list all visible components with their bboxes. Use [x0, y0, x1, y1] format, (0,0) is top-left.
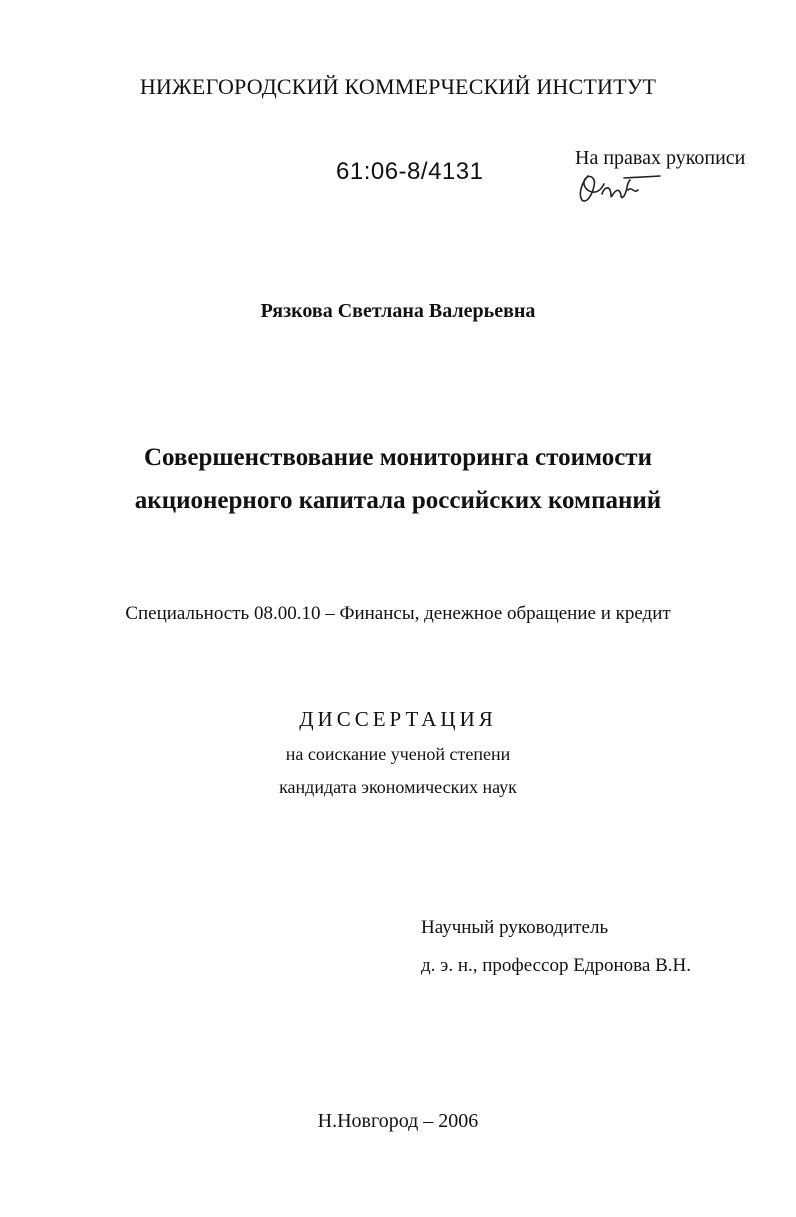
dissertation-title-line-1: Совершенствование мониторинга стоимости — [144, 444, 652, 471]
document-type: ДИССЕРТАЦИЯ — [299, 707, 497, 731]
supervisor-name: д. э. н., профессор Едронова В.Н. — [421, 955, 691, 976]
handwritten-signature — [574, 168, 674, 210]
degree-line-1: на соискание ученой степени — [285, 744, 511, 764]
author-name: Рязкова Светлана Валерьевна — [260, 300, 536, 322]
degree-line-2: кандидата экономических наук — [279, 777, 517, 797]
place-and-year: Н.Новгород – 2006 — [317, 1110, 479, 1132]
specialty: Специальность 08.00.10 – Финансы, денежное обращение и кредит — [125, 603, 671, 624]
supervisor-label: Научный руководитель — [421, 917, 609, 938]
dissertation-title-line-2: акционерного капитала российских компаний — [134, 487, 662, 514]
catalog-number: 61:06-8/4131 — [336, 158, 484, 185]
manuscript-rights-note: На правах рукописи — [575, 147, 746, 169]
institute-name: НИЖЕГОРОДСКИЙ КОММЕРЧЕСКИЙ ИНСТИТУТ — [139, 74, 657, 99]
